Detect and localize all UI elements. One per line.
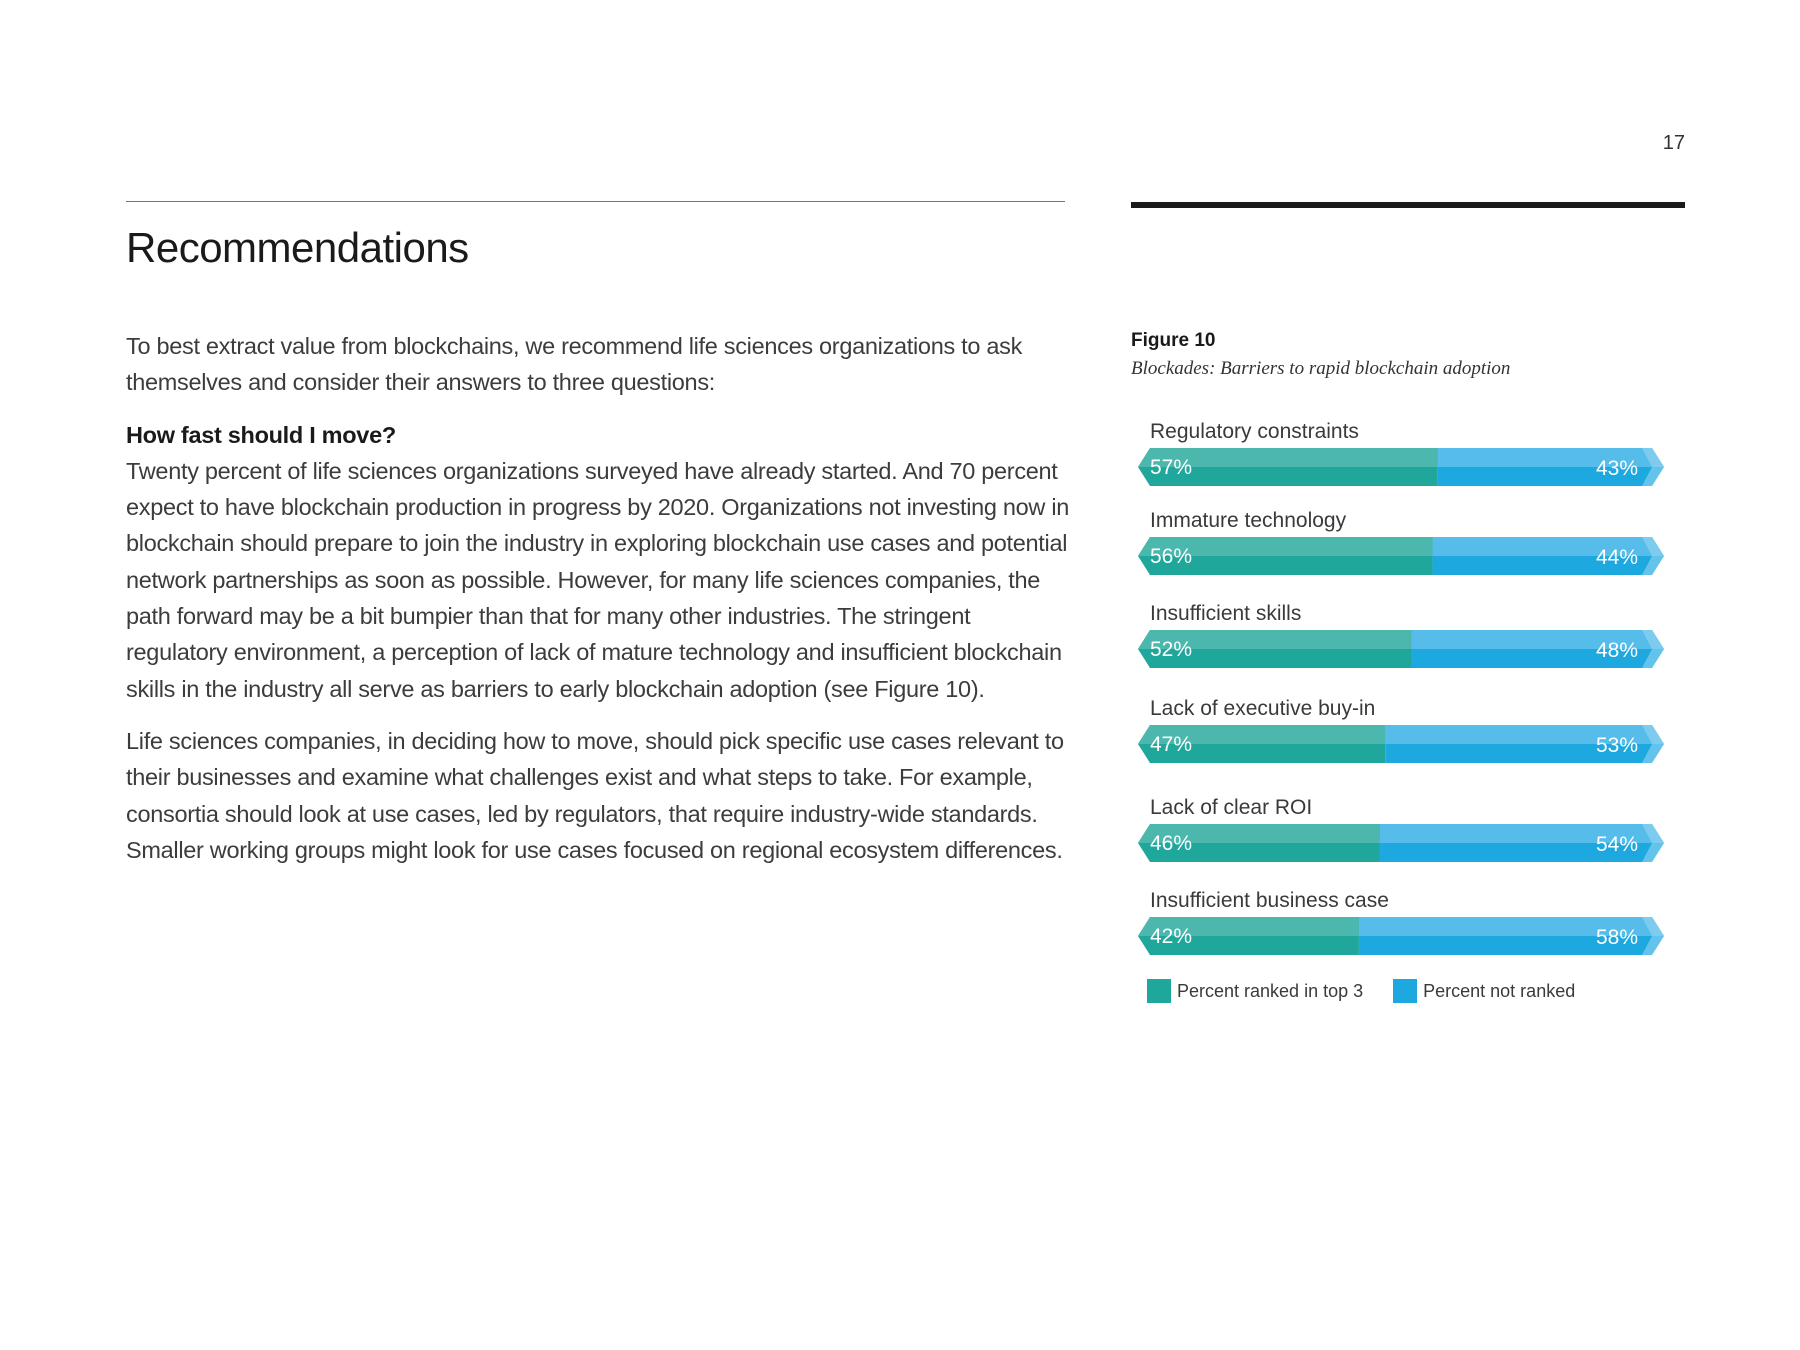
legend-label-not-ranked: Percent not ranked (1423, 980, 1576, 1001)
value-top3-3: 47% (1150, 733, 1193, 756)
value-top3-4: 46% (1150, 832, 1193, 855)
legend-label-top3: Percent ranked in top 3 (1177, 980, 1364, 1001)
body-text (126, 328, 1076, 884)
barriers-chart (1130, 410, 1690, 970)
value-not-ranked-4: 54% (1595, 833, 1638, 856)
bar-label-5: Insufficient business case (1150, 889, 1389, 912)
paragraph-2: Life sciences companies, in deciding how to move, should pick specific use cases relevant to their businesses and examine what challenges exist and what steps to take. For example, consortia should look at use cases, led by regulators, that require industry-wide standards. Smaller working groups might look for use cases focused on regional ecosystem differences. (126, 727, 1064, 863)
left-divider (126, 201, 1065, 202)
value-top3-5: 42% (1150, 925, 1193, 948)
right-divider (1131, 202, 1685, 208)
legend-swatch-top3 (1147, 979, 1171, 1003)
legend-swatch-not-ranked (1393, 979, 1417, 1003)
chart-legend (1147, 979, 1605, 1003)
value-not-ranked-1: 44% (1595, 546, 1638, 569)
value-not-ranked-3: 53% (1595, 734, 1638, 757)
legend-item-top3 (1147, 979, 1363, 1003)
section-title: Recommendations (126, 224, 469, 271)
value-top3-2: 52% (1150, 638, 1193, 661)
value-not-ranked-5: 58% (1595, 926, 1638, 949)
value-not-ranked-2: 48% (1595, 639, 1638, 662)
value-top3-0: 57% (1150, 456, 1193, 479)
bar-label-4: Lack of clear ROI (1150, 796, 1313, 819)
bar-label-0: Regulatory constraints (1150, 420, 1359, 443)
figure-label: Figure 10 (1131, 330, 1216, 351)
legend-item-not-ranked (1393, 979, 1575, 1003)
value-not-ranked-0: 43% (1595, 457, 1638, 480)
page-number: 17 (1662, 132, 1685, 154)
bar-label-3: Lack of executive buy-in (1150, 697, 1376, 720)
question-heading: How fast should I move? (126, 421, 396, 448)
bar-label-2: Insufficient skills (1150, 602, 1302, 625)
paragraph-1: Twenty percent of life sciences organizations surveyed have already started. And 70 percent expect to have blockchain production in progress by 2020. Organizations not investing now in blockchain should prepare to join the industry in exploring blockchain use cases and potential network partnerships as soon as possible. However, for many life sciences companies, the path forward may be a bit bumpier than that for many other industries. The stringent regulatory environment, a perception of lack of mature technology and insufficient blockchain skills in the industry all serve as barriers to early blockchain adoption (see Figure 10). (126, 457, 1070, 702)
intro-paragraph: To best extract value from blockchains, we recommend life sciences organizations to ask themselves and consider their answers to three questions: (126, 333, 1023, 396)
bar-label-1: Immature technology (1150, 509, 1347, 532)
value-top3-1: 56% (1150, 545, 1193, 568)
figure-caption: Blockades: Barriers to rapid blockchain adoption (1131, 358, 1511, 379)
